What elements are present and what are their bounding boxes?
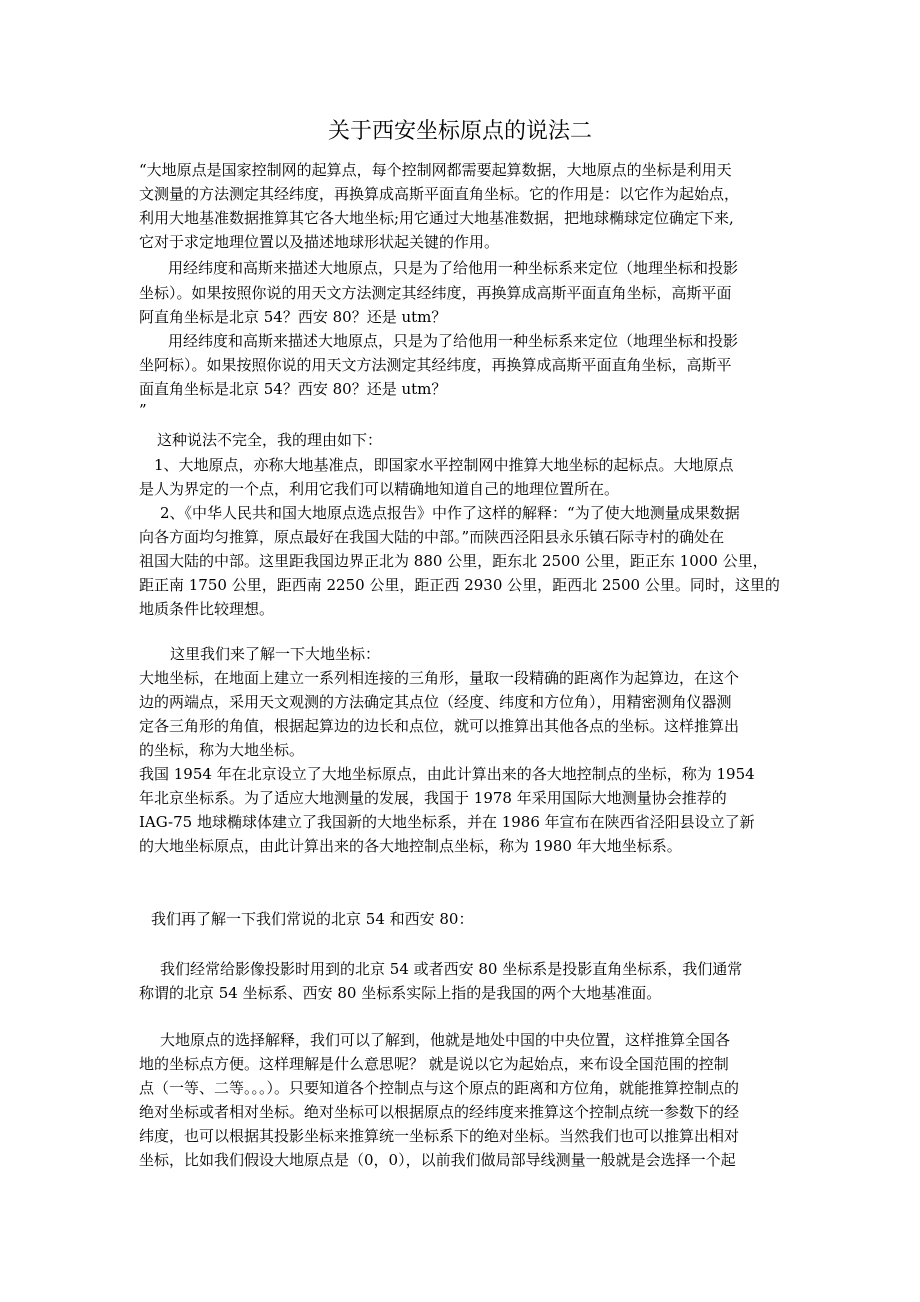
text-line: 我们再了解一下我们常说的北京 54 和西安 80： — [151, 910, 474, 928]
text-line: 我们经常给影像投影时用到的北京 54 或者西安 80 坐标系是投影直角坐标系，我们通常 — [160, 960, 743, 978]
text-line: 称谓的北京 54 坐标系、西安 80 坐标系实际上指的是我国的两个大地基准面。 — [139, 984, 662, 1002]
text-line: 这种说法不完全，我的理由如下： — [157, 431, 383, 449]
text-line: 绝对坐标或者相对坐标。绝对坐标可以根据原点的经纬度来推算这个控制点统一参数下的经 — [139, 1103, 740, 1121]
text-line: 利用大地基准数据推算其它各大地坐标;用它通过大地基准数据，把地球椭球定位确定下来, — [139, 209, 734, 227]
text-line: 点（一等、二等。。。）。只要知道各个控制点与这个原点的距离和方位角，就能推算控制点的 — [139, 1079, 740, 1097]
text-line: 用经纬度和高斯来描述大地原点，只是为了给他用一种坐标系来定位（地理坐标和投影 — [168, 332, 739, 350]
text-line: 是人为界定的一个点，利用它我们可以精确地知道自己的地理位置所在。 — [139, 480, 620, 498]
text-line: 地的坐标点方便。这样理解是什么意思呢？ 就是说以它为起始点，来布设全国范围的控制 — [139, 1055, 729, 1073]
text-line: 大地原点的选择解释，我们可以了解到，他就是地处中国的中央位置，这样推算全国各 — [160, 1031, 731, 1049]
text-line: 坐阿标）。如果按照你说的用天文方法测定其经纬度，再换算成高斯平面直角坐标，高斯平 — [139, 356, 732, 374]
text-line: 1、大地原点，亦称大地基准点，即国家水平控制网中推算大地坐标的起标点。大地原点 — [154, 456, 734, 474]
text-line: 我国 1954 年在北京设立了大地坐标原点，由此计算出来的各大地控制点的坐标，称为 1954 — [139, 765, 755, 783]
text-line: IAG-75 地球椭球体建立了我国新的大地坐标系，并在 1986 年宣布在陕西省泾阳县设立了新 — [139, 813, 755, 831]
document-title: 关于西安坐标原点的说法二 — [327, 119, 592, 144]
text-line: 纬度，也可以根据其投影坐标来推算统一坐标系下的绝对坐标。当然我们也可以推算出相对 — [139, 1127, 740, 1145]
text-line: 边的两端点，采用天文观测的方法确定其点位（经度、纬度和方位角），用精密测角仪器测 — [139, 693, 732, 711]
text-line: 的坐标，称为大地坐标。 — [139, 741, 305, 759]
text-line: ” — [139, 401, 147, 419]
text-line: 坐标，比如我们假设大地原点是（0，0），以前我们做局部导线测量一般就是会选择一个起 — [139, 1151, 736, 1169]
text-line: 地质条件比较理想。 — [139, 600, 275, 618]
text-line: 阿直角坐标是北京 54？西安 80？还是 utm？ — [139, 308, 447, 326]
text-line: 这里我们来了解一下大地坐标： — [170, 645, 381, 663]
text-line: 定各三角形的角值，根据起算边的边长和点位，就可以推算出其他各点的坐标。这样推算出 — [139, 717, 740, 735]
text-line: 的大地坐标原点，由此计算出来的各大地控制点坐标，称为 1980 年大地坐标系。 — [139, 837, 682, 855]
text-line: 祖国大陆的中部。这里距我国边界正北为 880 公里，距东北 2500 公里，距正东 1000 公里， — [139, 552, 768, 570]
text-line: 2、《中华人民共和国大地原点选点报告》中作了这样的解释：“为了使大地测量成果数据 — [160, 504, 740, 522]
text-line: 用经纬度和高斯来描述大地原点，只是为了给他用一种坐标系来定位（地理坐标和投影 — [168, 259, 739, 277]
text-line: 坐标）。如果按照你说的用天文方法测定其经纬度，再换算成高斯平面直角坐标，高斯平面 — [139, 284, 732, 302]
text-line: 文测量的方法测定其经纬度，再换算成高斯平面直角坐标。它的作用是：以它作为起始点， — [139, 185, 740, 203]
text-line: 距正南 1750 公里，距西南 2250 公里，距正西 2930 公里，距西北 2500 公里。同时，这里的 — [139, 576, 780, 594]
text-line: “大地原点是国家控制网的起算点，每个控制网都需要起算数据，大地原点的坐标是利用天 — [139, 161, 732, 179]
text-line: 大地坐标，在地面上建立一系列相连接的三角形，量取一段精确的距离作为起算边，在这个 — [139, 669, 740, 687]
text-line: 年北京坐标系。为了适应大地测量的发展，我国于 1978 年采用国际大地测量协会推荐的 — [139, 789, 727, 807]
text-line: 向各方面均匀推算，原点最好在我国大陆的中部。”而陕西泾阳县永乐镇石际寺村的确处在 — [139, 528, 725, 546]
text-line: 它对于求定地理位置以及描述地球形状起关键的作用。 — [139, 233, 500, 251]
text-line: 面直角坐标是北京 54？西安 80？还是 utm？ — [139, 380, 447, 398]
